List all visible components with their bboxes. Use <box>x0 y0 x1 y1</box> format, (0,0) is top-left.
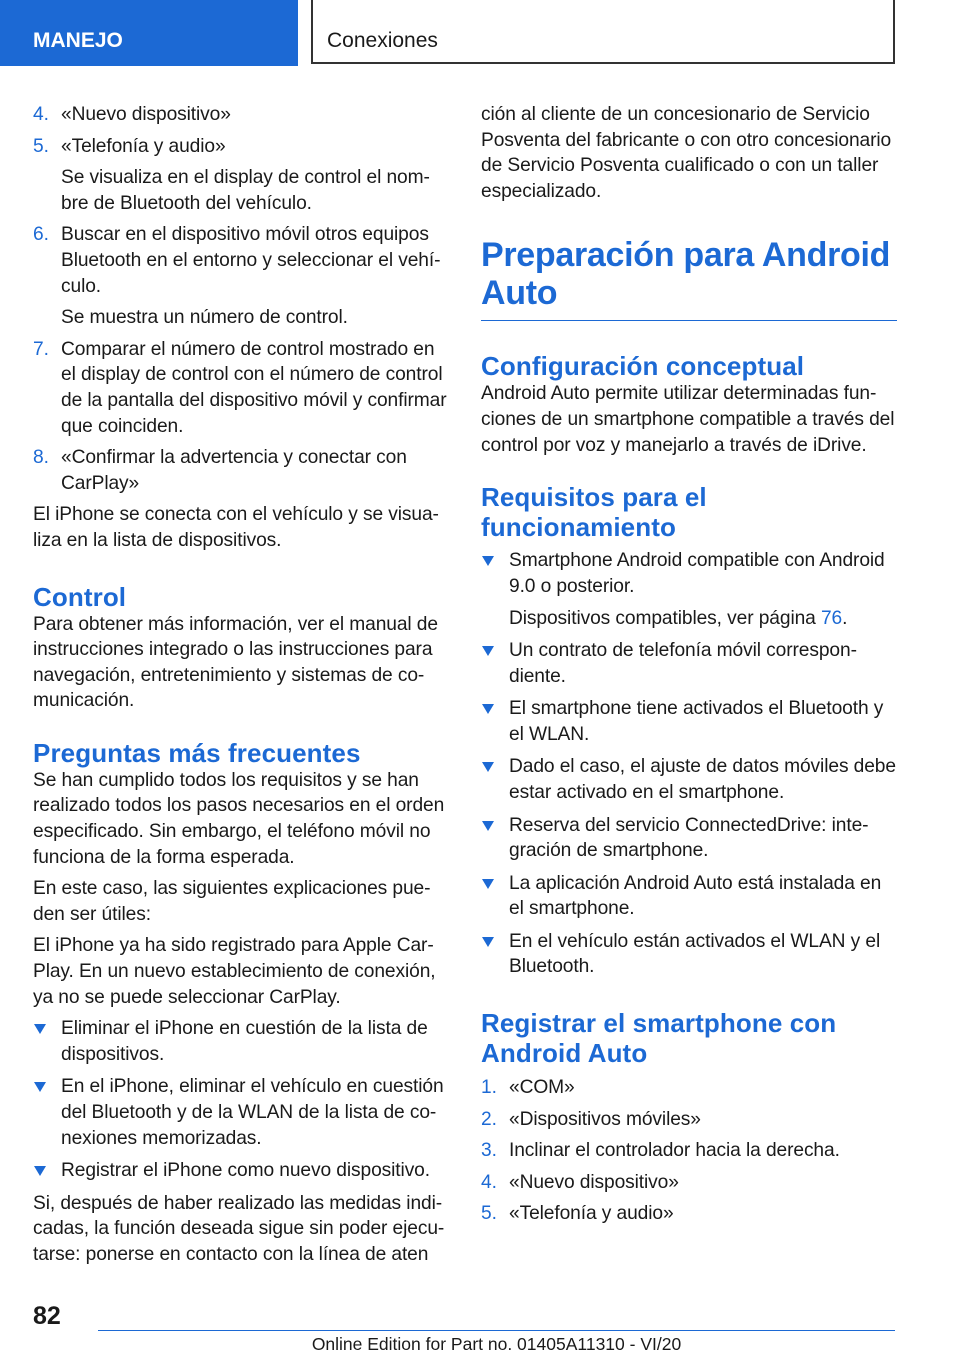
chapter-title: Conexiones <box>311 0 895 64</box>
list-item <box>481 1075 897 1101</box>
list-item <box>33 1016 449 1067</box>
paragraph: El iPhone se conecta con el vehículo y se visualiza en la lista de dispositivos. <box>33 504 439 551</box>
list-item <box>481 1201 897 1227</box>
triangle-bullet-icon <box>482 879 494 889</box>
step-number: 5. <box>481 1203 497 1225</box>
footer-divider <box>98 1330 895 1331</box>
step-text: «Confirmar la advertencia y conectar con CarPlay» <box>61 447 407 494</box>
list-item <box>481 1170 897 1196</box>
triangle-bullet-icon <box>482 704 494 714</box>
triangle-bullet-icon <box>34 1166 46 1176</box>
heading-divider <box>481 320 897 321</box>
right-column <box>481 102 897 1233</box>
paragraph: El iPhone ya ha sido registrado para Apple CarPlay. En un nuevo establecimiento de conexión, ya no se puede seleccionar CarPlay. <box>33 935 436 1008</box>
list-item <box>33 222 449 299</box>
bullet-text: Eliminar el iPhone en cuestión de la lista de dispositivos. <box>61 1018 428 1065</box>
list-item <box>33 337 449 439</box>
step-text: «Nuevo dispositivo» <box>509 1171 679 1193</box>
list-item <box>481 1107 897 1133</box>
pairing-steps-list-cont <box>33 222 449 299</box>
note-text: Dispositivos compatibles, ver página <box>509 608 821 630</box>
step-number: 6. <box>33 224 49 246</box>
step-number: 4. <box>481 1171 497 1193</box>
list-item <box>481 871 897 922</box>
list-item <box>33 134 449 160</box>
triangle-bullet-icon <box>482 762 494 772</box>
triangle-bullet-icon <box>482 646 494 656</box>
chapter-heading-android-auto: Preparación para Android Auto <box>481 236 891 313</box>
bullet-text: Un contrato de telefonía móvil correspondiente. <box>509 639 857 687</box>
bullet-text: Registrar el iPhone como nuevo dispositivo. <box>61 1160 430 1182</box>
step-text: «COM» <box>509 1077 575 1099</box>
triangle-bullet-icon <box>482 556 494 566</box>
bullet-text: La aplicación Android Auto está instalada en el smartphone. <box>509 872 882 920</box>
step-number: 1. <box>481 1077 497 1099</box>
section-heading-register: Registrar el smartphone con Android Auto <box>481 1008 837 1069</box>
section-tab: MANEJO <box>0 0 298 66</box>
bullet-text: Reserva del servicio ConnectedDrive: integración de smartphone. <box>509 814 869 862</box>
list-item <box>481 813 897 864</box>
list-item <box>33 1158 449 1184</box>
paragraph: Android Auto permite utilizar determinadas funciones de un smartphone compatible a través del control por voz y manejarlo a través de iDrive. <box>481 383 895 456</box>
page-header <box>0 0 960 66</box>
step-number: 7. <box>33 338 49 360</box>
section-heading-concept: Configuración conceptual <box>481 351 805 382</box>
page-number: 82 <box>33 1302 61 1330</box>
triangle-bullet-icon <box>482 937 494 947</box>
list-item <box>33 1074 449 1151</box>
list-item <box>481 754 897 805</box>
bullet-text: Dado el caso, el ajuste de datos móviles debe estar activado en el smartphone. <box>509 756 896 803</box>
paragraph: Si, después de haber realizado las medidas indicadas, la función deseada sigue sin poder ejecutarse: ponerse en contacto con la línea de aten <box>33 1192 445 1265</box>
step-text: «Dispositivos móviles» <box>509 1108 701 1130</box>
edition-note: Online Edition for Part no. 01405A11310 - VI/20 <box>311 1334 682 1354</box>
step-text: Comparar el número de control mostrado en el display de control con el número de control de la pantalla del dispositivo móvil y confirmar que coinciden. <box>61 338 447 437</box>
section-heading-control: Control <box>33 581 127 612</box>
triangle-bullet-icon <box>34 1082 46 1092</box>
bullet-text: En el vehículo están activados el WLAN y el Bluetooth. <box>509 930 881 978</box>
step-note: Se visualiza en el display de control el nombre de Bluetooth del vehículo. <box>61 167 430 214</box>
note-text: . <box>842 608 848 630</box>
page-link[interactable]: 76 <box>820 608 843 630</box>
faq-bullet-list <box>33 1016 449 1184</box>
list-item <box>33 102 449 128</box>
bullet-text: En el iPhone, eliminar el vehículo en cuestión del Bluetooth y de la WLAN de la lista de conexiones memorizadas. <box>61 1076 444 1149</box>
bullet-text: Smartphone Android compatible con Android 9.0 o posterior. <box>509 550 885 597</box>
triangle-bullet-icon <box>482 821 494 831</box>
step-number: 3. <box>481 1140 497 1162</box>
step-number: 5. <box>33 135 49 157</box>
pairing-steps-list-cont <box>33 337 449 497</box>
register-steps-list <box>481 1075 897 1227</box>
step-text: «Telefonía y audio» <box>61 135 226 157</box>
list-item <box>33 445 449 496</box>
requirements-list <box>481 548 897 599</box>
pairing-steps-list <box>33 102 449 159</box>
paragraph: ción al cliente de un concesionario de Servicio Posventa del fabricante o con otro concesionario de Servicio Posventa cualificado o con un taller especializado. <box>481 104 892 202</box>
section-heading-requirements: Requisitos para el funcionamiento <box>481 482 707 543</box>
paragraph: Se han cumplido todos los requisitos y se han realizado todos los pasos necesarios en el orden especificado. Sin embargo, el teléfono móvil no funciona de la forma esperada. <box>33 769 445 868</box>
section-heading-faq: Preguntas más frecuentes <box>33 737 361 768</box>
requirements-list-cont <box>481 638 897 980</box>
left-column <box>33 102 449 1274</box>
step-note: Se muestra un número de control. <box>61 307 348 329</box>
step-text: Buscar en el dispositivo móvil otros equipos Bluetooth en el entorno y seleccionar el vehículo. <box>61 224 441 297</box>
step-number: 8. <box>33 447 49 469</box>
paragraph: En este caso, las siguientes explicaciones pueden ser útiles: <box>33 878 431 925</box>
triangle-bullet-icon <box>34 1024 46 1034</box>
requirement-note <box>481 606 897 632</box>
list-item <box>481 1138 897 1164</box>
step-number: 4. <box>33 104 49 125</box>
list-item <box>481 548 897 599</box>
step-text: Inclinar el controlador hacia la derecha. <box>509 1140 840 1162</box>
step-text: «Telefonía y audio» <box>509 1203 674 1225</box>
bullet-text: El smartphone tiene activados el Bluetooth y el WLAN. <box>509 698 884 745</box>
list-item <box>481 696 897 747</box>
list-item <box>481 638 897 689</box>
step-number: 2. <box>481 1108 497 1130</box>
list-item <box>481 929 897 980</box>
step-text: «Nuevo dispositivo» <box>61 104 231 125</box>
paragraph: Para obtener más información, ver el manual de instrucciones integrado o las instrucciones para navegación, entretenimiento y sistemas de comunicación. <box>33 613 438 712</box>
